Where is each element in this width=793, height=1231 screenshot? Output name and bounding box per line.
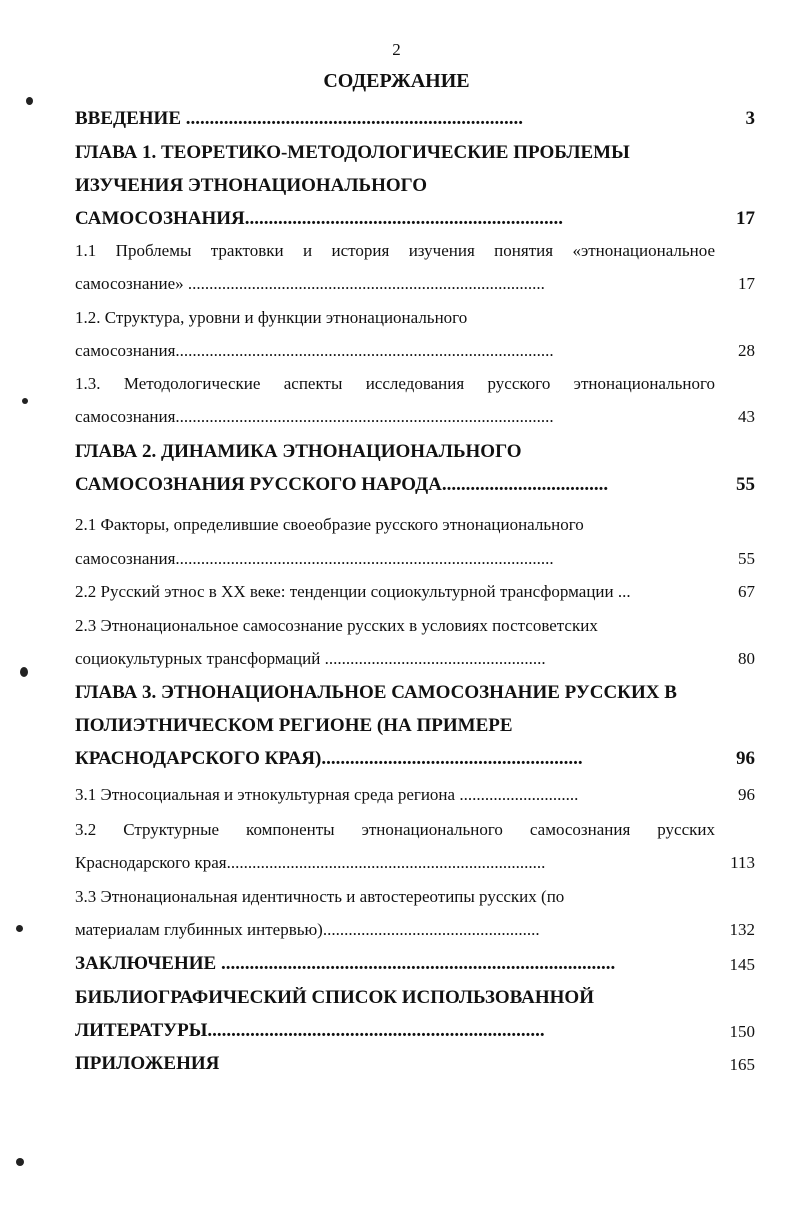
toc-page-chapter1: 17 — [736, 208, 755, 229]
toc-page-2-2: 67 — [738, 582, 755, 601]
toc-entry-1-3-line1: 1.3. Методологические аспекты исследования русского этнонационального — [75, 374, 715, 393]
toc-page-chapter3: 96 — [736, 748, 755, 769]
toc-entry-3-3-line1: 3.3 Этнонациональная идентичность и автостереотипы русских (по — [75, 887, 565, 906]
scan-speck — [16, 1158, 24, 1166]
toc-entry-3-1: 3.1 Этносоциальная и этнокультурная среда региона ............................ — [75, 785, 579, 804]
toc-page-2-3: 80 — [738, 649, 755, 668]
toc-page-3-1: 96 — [738, 785, 755, 804]
scan-speck — [26, 97, 33, 105]
toc-entry-3-2-line1: 3.2 Структурные компоненты этнонационального самосознания русских — [75, 820, 715, 839]
toc-entry-bibliography-line2: ЛИТЕРАТУРЫ....................................................................... — [75, 1020, 545, 1041]
toc-page-conclusion: 145 — [729, 955, 755, 974]
toc-page-3-3: 132 — [729, 920, 755, 939]
toc-entry-chapter3-line2: ПОЛИЭТНИЧЕСКОМ РЕГИОНЕ (НА ПРИМЕРЕ — [75, 715, 513, 736]
toc-page-appendices: 165 — [729, 1055, 755, 1074]
toc-entry-3-3-line2: материалам глубинных интервью)................................................... — [75, 920, 540, 939]
toc-entry-3-2-line2: Краснодарского края........................................................................... — [75, 853, 546, 872]
toc-page-introduction: 3 — [745, 108, 755, 129]
scan-speck — [22, 398, 28, 404]
toc-entry-2-3-line2: социокультурных трансформаций .................................................... — [75, 649, 546, 668]
toc-entry-1-1-line2: самосознание» .................................................................................... — [75, 274, 545, 293]
toc-entry-chapter1-line2: ИЗУЧЕНИЯ ЭТНОНАЦИОНАЛЬНОГО — [75, 175, 428, 196]
toc-entry-chapter3-line1: ГЛАВА 3. ЭТНОНАЦИОНАЛЬНОЕ САМОСОЗНАНИЕ РУССКИХ В — [75, 682, 677, 703]
toc-entry-chapter1-line1: ГЛАВА 1. ТЕОРЕТИКО-МЕТОДОЛОГИЧЕСКИЕ ПРОБЛЕМЫ — [75, 142, 630, 163]
toc-entry-2-1-line1: 2.1 Факторы, определившие своеобразие русского этнонационального — [75, 515, 584, 534]
toc-page-2-1: 55 — [738, 549, 755, 568]
toc-entry-1-2-line1: 1.2. Структура, уровни и функции этнонационального — [75, 308, 468, 327]
toc-entry-2-1-line2: самосознания......................................................................................... — [75, 549, 554, 568]
toc-entry-chapter2-line2: САМОСОЗНАНИЯ РУССКОГО НАРОДА................................... — [75, 474, 609, 495]
toc-page-1-1: 17 — [738, 274, 755, 293]
toc-entry-chapter1-line3: САМОСОЗНАНИЯ................................................................... — [75, 208, 563, 229]
toc-entry-1-1-line1: 1.1 Проблемы трактовки и история изучения понятия «этнонациональное — [75, 241, 715, 260]
scan-speck — [20, 667, 28, 677]
toc-page-chapter2: 55 — [736, 474, 755, 495]
toc-entry-2-3-line1: 2.3 Этнонациональное самосознание русских в условиях постсоветских — [75, 616, 598, 635]
toc-entry-appendices: ПРИЛОЖЕНИЯ — [75, 1053, 220, 1074]
toc-page-bibliography: 150 — [729, 1022, 755, 1041]
toc-entry-2-2: 2.2 Русский этнос в XX веке: тенденции социокультурной трансформации ... — [75, 582, 631, 601]
toc-page-1-2: 28 — [738, 341, 755, 360]
toc-entry-chapter2-line1: ГЛАВА 2. ДИНАМИКА ЭТНОНАЦИОНАЛЬНОГО — [75, 441, 522, 462]
toc-title: СОДЕРЖАНИЕ — [323, 70, 470, 92]
toc-entry-chapter3-line3: КРАСНОДАРСКОГО КРАЯ)....................................................... — [75, 748, 583, 769]
toc-entry-1-3-line2: самосознания......................................................................................... — [75, 407, 554, 426]
page-number: 2 — [392, 40, 401, 59]
toc-page-3-2: 113 — [730, 853, 755, 872]
toc-page-1-3: 43 — [738, 407, 755, 426]
toc-entry-conclusion: ЗАКЛЮЧЕНИЕ ................................................................................... — [75, 953, 616, 974]
toc-entry-bibliography-line1: БИБЛИОГРАФИЧЕСКИЙ СПИСОК ИСПОЛЬЗОВАННОЙ — [75, 987, 594, 1008]
toc-entry-1-2-line2: самосознания......................................................................................... — [75, 341, 554, 360]
toc-entry-introduction: ВВЕДЕНИЕ ....................................................................... — [75, 108, 523, 129]
scan-speck — [16, 925, 23, 932]
